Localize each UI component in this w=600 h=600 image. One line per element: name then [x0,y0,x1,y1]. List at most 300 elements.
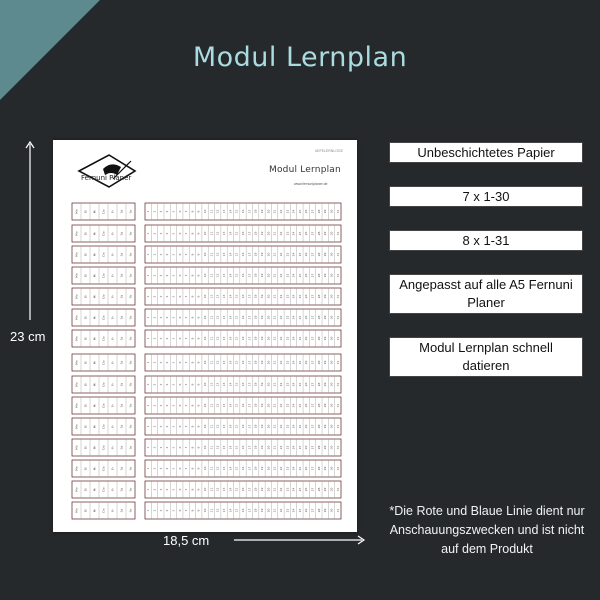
svg-text:20: 20 [266,231,271,236]
svg-text:17: 17 [247,382,252,387]
svg-text:25: 25 [297,294,302,299]
svg-text:25: 25 [297,424,302,429]
svg-text:Mi: Mi [92,382,97,387]
day-number-strip [145,246,341,263]
svg-text:Do: Do [101,294,106,299]
svg-text:12: 12 [215,336,220,341]
svg-text:12: 12 [215,487,220,492]
svg-text:16: 16 [241,382,245,387]
svg-text:30: 30 [329,231,334,236]
svg-text:11: 11 [209,231,214,236]
svg-text:20: 20 [266,294,271,299]
svg-text:27: 27 [310,252,315,257]
svg-text:13: 13 [222,487,227,492]
svg-text:Fr: Fr [110,425,115,428]
svg-text:5: 5 [171,509,176,512]
svg-text:20: 20 [266,508,271,513]
svg-text:21: 21 [272,231,277,236]
svg-text:25: 25 [297,445,302,450]
svg-text:5: 5 [171,467,176,470]
svg-text:19: 19 [259,466,264,471]
svg-text:10: 10 [203,360,208,365]
svg-text:Mo: Mo [74,360,79,365]
svg-text:27: 27 [310,273,315,278]
weekday-strip [72,502,135,519]
svg-text:7: 7 [184,232,189,235]
feature-paper: Unbeschichtetes Papier [389,142,583,163]
svg-text:6: 6 [177,232,182,235]
svg-text:18: 18 [253,209,258,214]
svg-text:30: 30 [329,315,334,320]
svg-text:23: 23 [285,466,290,471]
svg-text:27: 27 [310,508,315,513]
svg-text:Mo: Mo [74,445,79,450]
svg-text:18: 18 [253,360,258,365]
svg-text:15: 15 [234,382,239,387]
footnote: *Die Rote und Blaue Linie dient nur Anschauungszwecken und ist nicht auf dem Produkt [389,504,585,556]
svg-text:25: 25 [297,360,302,365]
svg-text:5: 5 [171,446,176,449]
svg-text:Mi: Mi [92,231,97,236]
svg-text:22: 22 [278,209,283,214]
svg-text:Sa: Sa [119,445,124,450]
svg-text:30: 30 [329,487,334,492]
svg-text:14: 14 [228,252,233,257]
svg-text:Fr: Fr [110,316,115,319]
svg-text:28: 28 [316,231,321,236]
svg-text:31: 31 [335,336,340,341]
svg-text:12: 12 [215,445,220,450]
svg-text:29: 29 [323,231,328,236]
svg-text:Do: Do [101,273,106,278]
svg-text:16: 16 [241,294,245,299]
svg-text:Sa: Sa [119,508,124,513]
svg-text:12: 12 [215,466,220,471]
svg-text:7: 7 [184,274,189,277]
svg-text:27: 27 [310,487,315,492]
svg-text:3: 3 [158,210,163,213]
svg-text:23: 23 [285,424,290,429]
svg-text:So: So [128,445,133,450]
svg-text:28: 28 [316,403,321,408]
svg-text:22: 22 [278,487,283,492]
svg-text:Mo: Mo [74,487,79,492]
weekday-strip [72,203,135,220]
svg-text:19: 19 [259,382,264,387]
svg-text:22: 22 [278,382,283,387]
day-number-strip [145,203,341,220]
svg-text:25: 25 [297,315,302,320]
svg-text:31: 31 [335,294,340,299]
svg-text:Di: Di [83,403,88,408]
weekday-strip [72,267,135,284]
svg-text:1: 1 [146,316,151,319]
svg-text:21: 21 [272,336,277,341]
svg-text:14: 14 [228,466,233,471]
svg-text:22: 22 [278,315,283,320]
svg-text:7: 7 [184,383,189,386]
svg-text:31: 31 [335,403,340,408]
svg-text:26: 26 [304,360,309,365]
svg-text:26: 26 [304,424,309,429]
svg-text:24: 24 [291,445,296,450]
svg-text:Di: Di [83,360,88,365]
svg-text:31: 31 [335,360,340,365]
svg-text:Sa: Sa [119,252,124,257]
svg-text:16: 16 [241,360,245,365]
svg-text:3: 3 [158,383,163,386]
day-number-strip [145,309,341,326]
day-number-strip [145,397,341,414]
svg-text:23: 23 [285,252,290,257]
svg-text:28: 28 [316,336,321,341]
svg-text:19: 19 [259,336,264,341]
svg-text:11: 11 [209,294,214,299]
sheet-url: www.fernuniplaner.de [294,182,328,186]
svg-text:Sa: Sa [119,294,124,299]
svg-text:10: 10 [203,466,208,471]
svg-text:Sa: Sa [119,209,124,214]
svg-text:4: 4 [165,253,170,256]
svg-text:3: 3 [158,488,163,491]
svg-text:28: 28 [316,209,321,214]
svg-text:19: 19 [259,487,264,492]
svg-text:14: 14 [228,424,233,429]
svg-text:16: 16 [241,336,245,341]
svg-text:Do: Do [101,445,106,450]
svg-text:29: 29 [323,466,328,471]
svg-text:8: 8 [190,488,195,491]
svg-text:28: 28 [316,445,321,450]
svg-text:13: 13 [222,252,227,257]
svg-text:29: 29 [323,382,328,387]
svg-text:24: 24 [291,508,296,513]
svg-text:17: 17 [247,445,252,450]
weekday-strip [72,397,135,414]
svg-text:29: 29 [323,508,328,513]
svg-text:16: 16 [241,252,245,257]
svg-text:8: 8 [190,404,195,407]
svg-text:12: 12 [215,424,220,429]
svg-text:7: 7 [184,295,189,298]
svg-text:15: 15 [234,360,239,365]
svg-text:2: 2 [152,361,157,364]
svg-text:3: 3 [158,274,163,277]
svg-text:Di: Di [83,487,88,492]
svg-text:19: 19 [259,294,264,299]
svg-text:3: 3 [158,509,163,512]
svg-text:6: 6 [177,295,182,298]
svg-text:6: 6 [177,337,182,340]
svg-text:13: 13 [222,336,227,341]
svg-text:Fr: Fr [110,488,115,491]
svg-text:Sa: Sa [119,273,124,278]
svg-text:15: 15 [234,273,239,278]
svg-text:31: 31 [335,487,340,492]
svg-text:4: 4 [165,404,170,407]
svg-text:23: 23 [285,315,290,320]
svg-text:24: 24 [291,315,296,320]
svg-text:So: So [128,424,133,429]
svg-text:26: 26 [304,445,309,450]
svg-text:18: 18 [253,252,258,257]
svg-text:10: 10 [203,252,208,257]
sheet-title: Modul Lernplan [269,165,341,175]
svg-text:3: 3 [158,316,163,319]
svg-text:17: 17 [247,487,252,492]
svg-text:Mo: Mo [74,315,79,320]
svg-text:13: 13 [222,360,227,365]
svg-text:7: 7 [184,337,189,340]
svg-text:17: 17 [247,315,252,320]
svg-text:18: 18 [253,508,258,513]
svg-text:Mo: Mo [74,466,79,471]
svg-text:Mi: Mi [92,336,97,341]
svg-text:16: 16 [241,231,245,236]
svg-text:4: 4 [165,232,170,235]
svg-text:19: 19 [259,360,264,365]
day-number-strip [145,267,341,284]
svg-text:17: 17 [247,424,252,429]
svg-text:23: 23 [285,382,290,387]
svg-text:Fr: Fr [110,295,115,298]
svg-text:18: 18 [253,487,258,492]
weekday-strip [72,246,135,263]
weekday-strip [72,225,135,242]
svg-text:Fr: Fr [110,383,115,386]
svg-text:So: So [128,273,133,278]
svg-text:17: 17 [247,294,252,299]
weekday-strip [72,376,135,393]
svg-text:6: 6 [177,467,182,470]
svg-text:2: 2 [152,488,157,491]
svg-text:12: 12 [215,252,220,257]
svg-text:21: 21 [272,403,277,408]
svg-text:27: 27 [310,445,315,450]
svg-text:16: 16 [241,424,245,429]
svg-text:20: 20 [266,445,271,450]
svg-text:12: 12 [215,315,220,320]
svg-text:13: 13 [222,315,227,320]
svg-text:15: 15 [234,294,239,299]
svg-text:19: 19 [259,315,264,320]
svg-text:9: 9 [196,361,201,364]
svg-text:2: 2 [152,425,157,428]
svg-text:5: 5 [171,425,176,428]
svg-text:20: 20 [266,382,271,387]
svg-text:Do: Do [101,424,106,429]
weekday-strip [72,288,135,305]
svg-text:22: 22 [278,231,283,236]
svg-text:8: 8 [190,425,195,428]
svg-text:26: 26 [304,273,309,278]
svg-text:5: 5 [171,253,176,256]
svg-text:12: 12 [215,360,220,365]
svg-text:23: 23 [285,231,290,236]
svg-text:So: So [128,294,133,299]
svg-text:29: 29 [323,487,328,492]
svg-text:9: 9 [196,232,201,235]
svg-text:12: 12 [215,231,220,236]
svg-text:30: 30 [329,360,334,365]
svg-text:Fr: Fr [110,446,115,449]
svg-text:15: 15 [234,445,239,450]
svg-text:So: So [128,231,133,236]
day-number-strip [145,502,341,519]
svg-text:Mi: Mi [92,466,97,471]
svg-text:Mi: Mi [92,360,97,365]
svg-text:29: 29 [323,294,328,299]
svg-text:25: 25 [297,209,302,214]
svg-text:19: 19 [259,508,264,513]
svg-text:Mi: Mi [92,315,97,320]
svg-text:Sa: Sa [119,231,124,236]
svg-text:Do: Do [101,508,106,513]
svg-text:31: 31 [335,209,340,214]
svg-text:Sa: Sa [119,360,124,365]
svg-text:22: 22 [278,360,283,365]
svg-text:6: 6 [177,361,182,364]
svg-text:8: 8 [190,446,195,449]
svg-text:22: 22 [278,424,283,429]
day-number-strip [145,330,341,347]
svg-text:22: 22 [278,336,283,341]
svg-text:26: 26 [304,294,309,299]
svg-text:31: 31 [335,424,340,429]
feature-8x31: 8 x 1-31 [389,230,583,251]
svg-text:11: 11 [209,273,214,278]
svg-text:5: 5 [171,210,176,213]
day-number-strip [145,460,341,477]
svg-text:18: 18 [253,336,258,341]
svg-text:23: 23 [285,508,290,513]
svg-text:28: 28 [316,315,321,320]
svg-text:Mo: Mo [74,273,79,278]
svg-text:8: 8 [190,467,195,470]
svg-text:Di: Di [83,273,88,278]
svg-text:5: 5 [171,488,176,491]
svg-text:Fr: Fr [110,509,115,512]
svg-text:Fr: Fr [110,337,115,340]
day-number-strip [145,225,341,242]
svg-text:Do: Do [101,382,106,387]
svg-text:6: 6 [177,404,182,407]
svg-text:23: 23 [285,294,290,299]
svg-text:9: 9 [196,383,201,386]
svg-text:Do: Do [101,315,106,320]
svg-text:11: 11 [209,360,214,365]
svg-text:30: 30 [329,508,334,513]
svg-text:8: 8 [190,383,195,386]
svg-text:13: 13 [222,466,227,471]
svg-text:Fr: Fr [110,274,115,277]
svg-text:Di: Di [83,336,88,341]
svg-text:12: 12 [215,382,220,387]
svg-text:4: 4 [165,425,170,428]
svg-text:15: 15 [234,403,239,408]
svg-text:9: 9 [196,210,201,213]
svg-text:7: 7 [184,316,189,319]
svg-text:7: 7 [184,425,189,428]
svg-text:18: 18 [253,424,258,429]
svg-text:16: 16 [241,487,245,492]
svg-text:14: 14 [228,294,233,299]
svg-text:27: 27 [310,360,315,365]
svg-text:14: 14 [228,273,233,278]
svg-text:11: 11 [209,424,214,429]
svg-text:So: So [128,315,133,320]
svg-text:Di: Di [83,209,88,214]
svg-text:21: 21 [272,209,277,214]
svg-text:25: 25 [297,487,302,492]
svg-text:25: 25 [297,273,302,278]
svg-text:4: 4 [165,467,170,470]
svg-text:19: 19 [259,424,264,429]
svg-text:27: 27 [310,382,315,387]
svg-text:10: 10 [203,209,208,214]
svg-text:30: 30 [329,209,334,214]
svg-text:26: 26 [304,403,309,408]
svg-text:9: 9 [196,274,201,277]
svg-text:10: 10 [203,231,208,236]
svg-text:14: 14 [228,487,233,492]
svg-text:26: 26 [304,487,309,492]
svg-text:14: 14 [228,315,233,320]
svg-text:21: 21 [272,424,277,429]
svg-text:29: 29 [323,209,328,214]
svg-text:21: 21 [272,445,277,450]
day-number-strip [145,354,341,371]
svg-text:12: 12 [215,403,220,408]
svg-text:14: 14 [228,336,233,341]
svg-text:Fr: Fr [110,467,115,470]
svg-text:Mo: Mo [74,403,79,408]
svg-text:6: 6 [177,274,182,277]
svg-text:Sa: Sa [119,382,124,387]
svg-text:28: 28 [316,487,321,492]
svg-text:20: 20 [266,403,271,408]
svg-text:19: 19 [259,252,264,257]
svg-text:15: 15 [234,424,239,429]
svg-text:13: 13 [222,508,227,513]
svg-text:17: 17 [247,231,252,236]
svg-text:26: 26 [304,336,309,341]
svg-text:22: 22 [278,252,283,257]
svg-text:So: So [128,336,133,341]
svg-text:15: 15 [234,508,239,513]
svg-text:3: 3 [158,446,163,449]
svg-text:19: 19 [259,403,264,408]
day-number-strip [145,481,341,498]
svg-text:17: 17 [247,466,252,471]
svg-text:9: 9 [196,404,201,407]
svg-text:Do: Do [101,209,106,214]
svg-text:18: 18 [253,382,258,387]
svg-text:6: 6 [177,509,182,512]
svg-text:23: 23 [285,487,290,492]
svg-text:Do: Do [101,487,106,492]
svg-text:1: 1 [146,295,151,298]
feature-7x30: 7 x 1-30 [389,186,583,207]
svg-text:22: 22 [278,294,283,299]
svg-text:29: 29 [323,315,328,320]
svg-text:5: 5 [171,274,176,277]
svg-text:4: 4 [165,488,170,491]
svg-text:8: 8 [190,509,195,512]
svg-text:31: 31 [335,466,340,471]
svg-text:14: 14 [228,360,233,365]
svg-text:29: 29 [323,336,328,341]
